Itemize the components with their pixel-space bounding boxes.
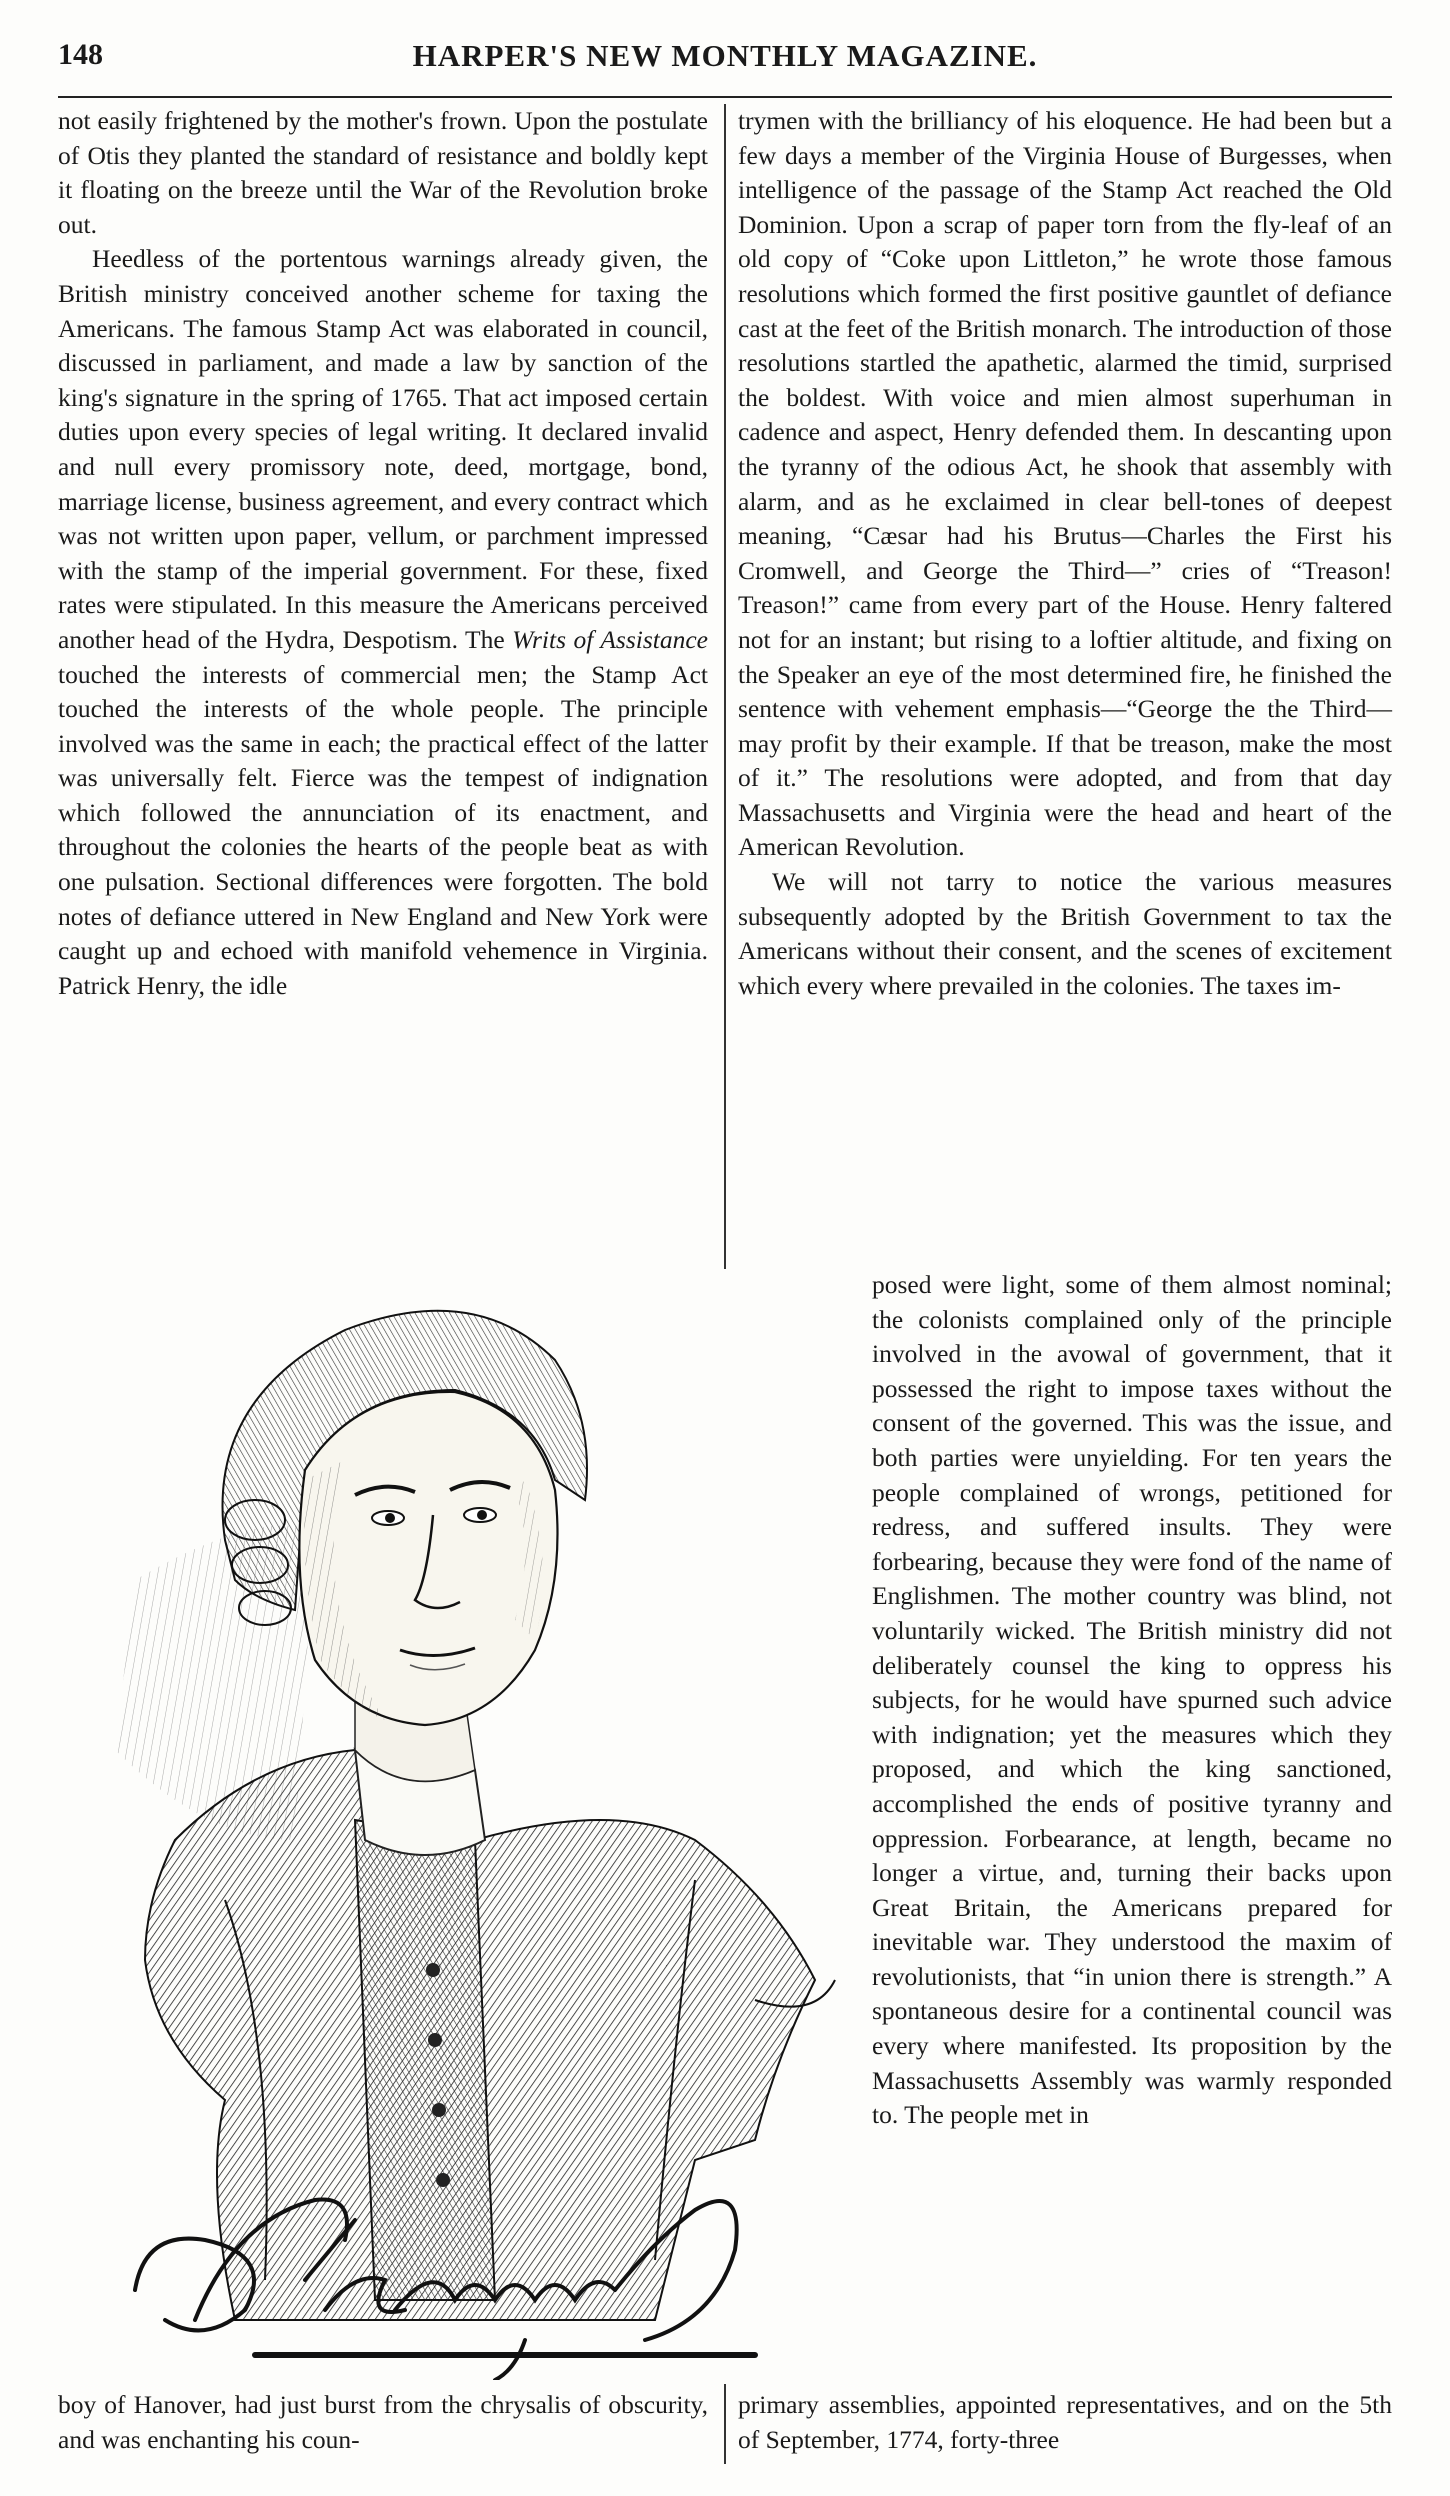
left-column-text (58, 104, 708, 1003)
column-divider-bottom (724, 2384, 726, 2464)
left-paragraph-2-start: Heedless of the portentous warnings already given, the British ministry conceived another scheme for taxing the Americans. The famous Stamp Act was elaborated in council, discussed in parliament, and made a law by sanction of the king's signature in the spring of 1765. That act imposed certain duties upon every species of legal writing. It declared invalid and null every promissory note, deed, mortgage, bond, marriage license, business agreement, and every contract which was not written upon paper, vellum, or parchment impressed with the stamp of the imperial government. For these, fixed rates were stipulated. In this measure the Americans perceived another head of the Hydra, Despotism. The (58, 244, 708, 654)
left-bottom-line: boy of Hanover, had just burst from the chrysalis of obscurity, and was enchanting his coun- (58, 2390, 708, 2454)
left-column-bottom-text (58, 2388, 708, 2457)
portrait-engraving (55, 1280, 875, 2380)
page-header (58, 38, 1392, 86)
page-number: 148 (58, 38, 103, 71)
right-column-wrap-text (872, 1268, 1392, 2133)
right-paragraph-2: We will not tarry to notice the various measures subsequently adopted by the British Government to tax the Americans without their consent, and the scenes of excitement which every where prevailed in the colonies. The taxes im- (738, 867, 1392, 1000)
left-paragraph-2-end: touched the interests of commercial men; the Stamp Act touched the interests of the whole people. The principle involved was the same in each; the practical effect of the latter was universally felt. Fierce was the tempest of indignation which followed the annunciation of its enactment, and throughout the colonies the hearts of the people beat as with one pulsation. Sectional differences were forgotten. The bold notes of defiance uttered in New England and New York were caught up and echoed with manifold vehemence in Virginia. Patrick Henry, the idle (58, 659, 708, 1000)
header-rule (58, 96, 1392, 98)
patrick-henry-portrait (55, 1280, 875, 2380)
writs-of-assistance-italic: Writs of Assistance (512, 624, 708, 654)
column-divider-top (724, 104, 726, 1269)
right-paragraph-2-wrap: posed were light, some of them almost nominal; the colonists complained only of the principle involved in the avowal of government, that it possessed the right to impose taxes without the consent of the governed. This was the issue, and both parties were unyielding. For ten years the people complained of wrongs, petitioned for redress, and suffered insults. They were forbearing, because they were fond of the name of Englishmen. The mother country was blind, not voluntarily wicked. The British ministry did not deliberately counsel the king to oppress his subjects, for he would have spurned such advice with indignation; yet the measures which they proposed, and which the king sanctioned, accomplished the ends of positive tyranny and oppression. Forbearance, at length, became no longer a virtue, and, turning their backs upon Great Britain, the Americans prepared for inevitable war. They understood the maxim of revolutionists, that “in union there is strength.” A spontaneous desire for a continental council was every where manifested. Its proposition by the Massachusetts Assembly was warmly responded to. The people met in (872, 1270, 1392, 2130)
right-bottom-line: primary assemblies, appointed representatives, and on the 5th of September, 1774, forty-three (738, 2390, 1392, 2454)
left-paragraph-2 (58, 242, 708, 1003)
left-paragraph-1: not easily frightened by the mother's frown. Upon the postulate of Otis they planted the standard of resistance and boldly kept it floating on the breeze until the War of the Revolution broke out. (58, 106, 708, 239)
right-paragraph-1: trymen with the brilliancy of his eloquence. He had been but a few days a member of the Virginia House of Burgesses, when intelligence of the passage of the Stamp Act reached the Old Dominion. Upon a scrap of paper torn from the fly-leaf of an old copy of “Coke upon Littleton,” he wrote those famous resolutions which formed the first positive gauntlet of defiance cast at the feet of the British monarch. The introduction of those resolutions startled the apathetic, alarmed the timid, surprised the boldest. With voice and mien almost superhuman in cadence and aspect, Henry defended them. In descanting upon the tyranny of the odious Act, he shook that assembly with alarm, and as he exclaimed in clear bell-tones of deepest meaning, “Cæsar had his Brutus—Charles the First his Cromwell, and George the Third—” cries of “Treason! Treason!” came from every part of the House. Henry faltered not for an instant; but rising to a loftier altitude, and fixing on the Speaker an eye of the most determined fire, he finished the sentence with vehement emphasis—“George the the Third—may profit by their example. If that be treason, make the most of it.” The resolutions were adopted, and from that day Massachusetts and Virginia were the head and heart of the American Revolution. (738, 106, 1392, 862)
running-title: HARPER'S NEW MONTHLY MAGAZINE. (412, 38, 1038, 73)
right-column-bottom-text (738, 2388, 1392, 2457)
right-column-text (738, 104, 1392, 1003)
